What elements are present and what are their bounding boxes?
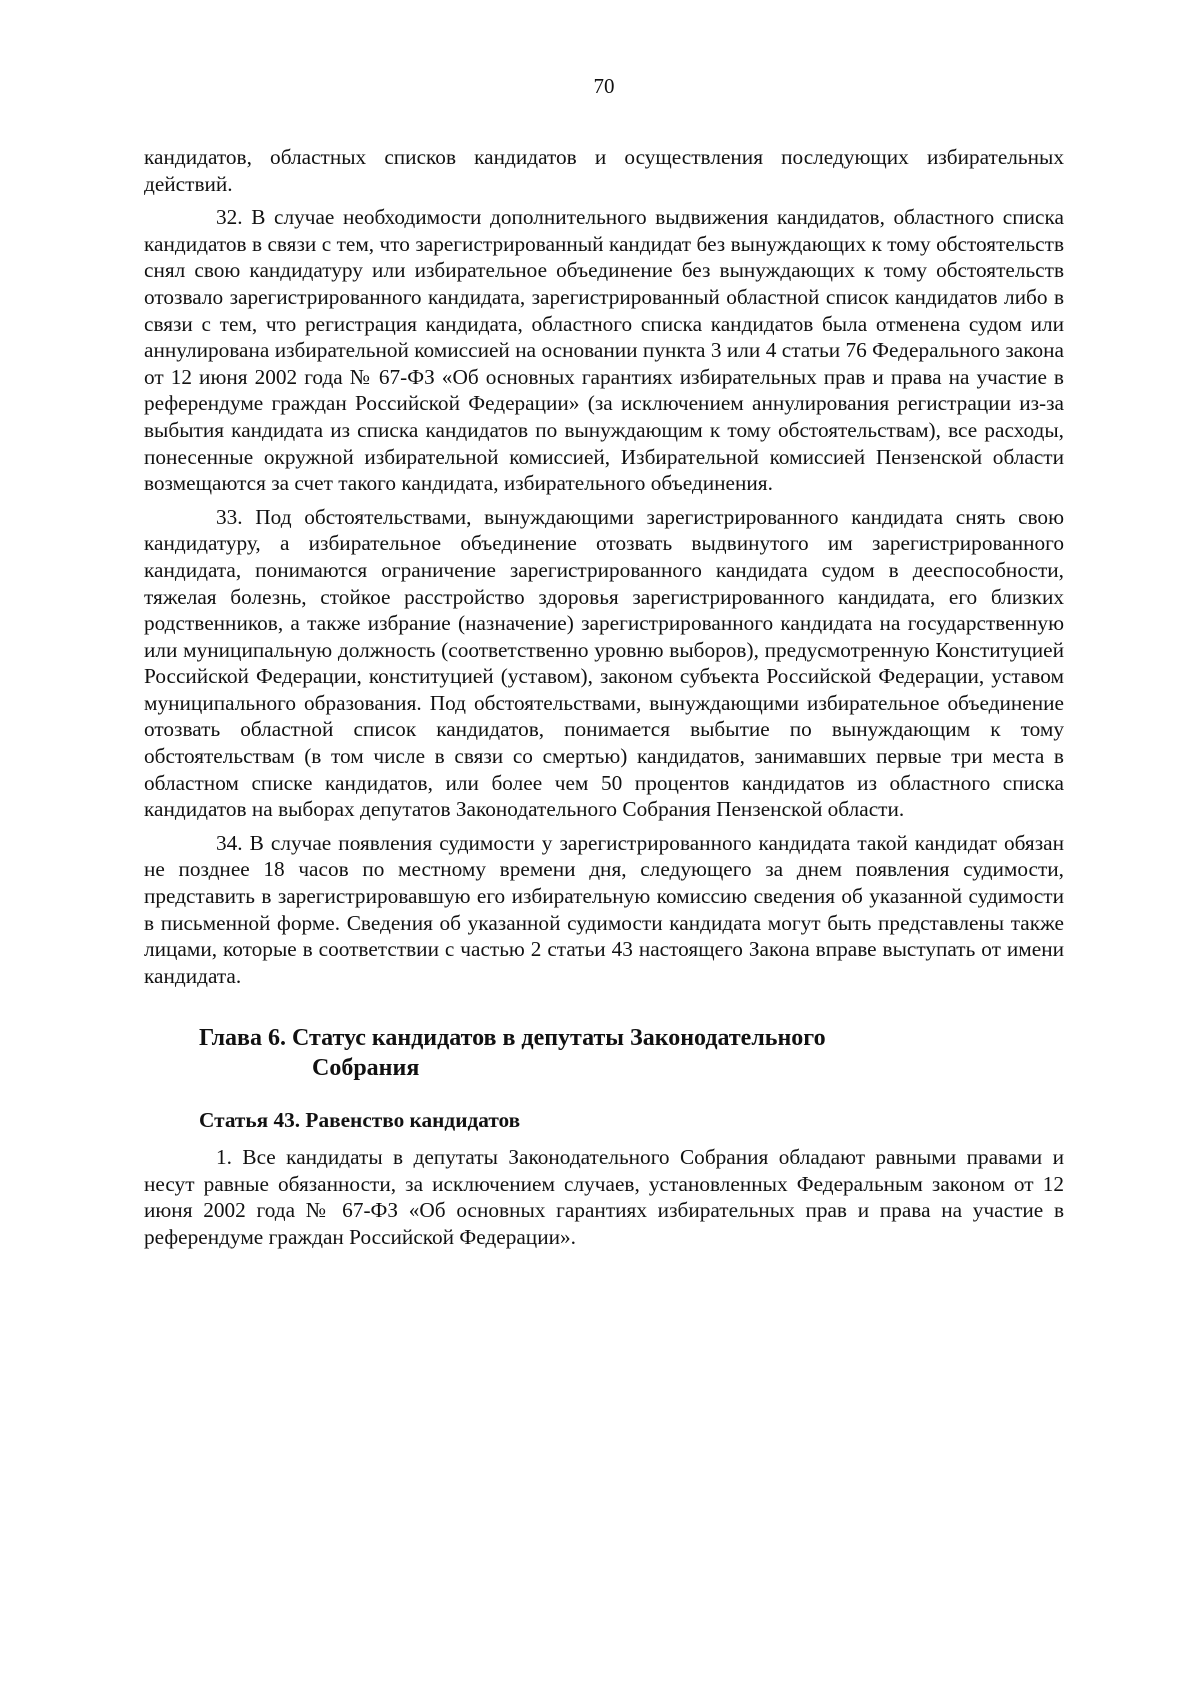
article-paragraph-1: 1. Все кандидаты в депутаты Законодательного Собрания обладают равными правами и несут равные обязанности, за исключением случаев, установленных Федеральным законом от 12 июня 2002 года № 67-ФЗ «Об основных гарантиях избирательных прав и права на участие в референдуме граждан Российской Федерации». (144, 1145, 1064, 1249)
paragraph-continuation: кандидатов, областных списков кандидатов и осуществления последующих избирательных действий. (144, 145, 1064, 196)
paragraph-item-32: 32. В случае необходимости дополнительного выдвижения кандидатов, областного списка кандидатов в связи с тем, что зарегистрированный кандидат без вынуждающих к тому обстоятельств снял свою кандидатуру или избирательное объединение без вынуждающих к тому обстоятельств отозвало зарегистрированного кандидата, зарегистрированный областной список кандидатов либо в связи с тем, что регистрация кандидата, областного списка кандидатов была отменена судом или аннулирована избирательной комиссией на основании пункта 3 или 4 статьи 76 Федерального закона от 12 июня 2002 года № 67-ФЗ «Об основных гарантиях избирательных прав и права на участие в референдуме граждан Российской Федерации» (за исключением аннулирования регистрации из-за выбытия кандидата из списка кандидатов по вынуждающим к тому обстоятельствам), все расходы, понесенные окружной избирательной комиссией, Избирательной комиссией Пензенской области возмещаются за счет такого кандидата, избирательного объединения. (144, 205, 1064, 496)
paragraph-item-34: 34. В случае появления судимости у зарегистрированного кандидата такой кандидат обязан не позднее 18 часов по местному времени дня, следующего за днем появления судимости, представить в зарегистрировавшую его избирательную комиссию сведения об указанной судимости в письменной форме. Сведения об указанной судимости кандидата могут быть представлены также лицами, которые в соответствии с частью 2 статьи 43 настоящего Закона вправе выступать от имени кандидата. (144, 830, 1064, 988)
article-heading: Статья 43. Равенство кандидатов (199, 1108, 521, 1133)
chapter-heading-line1: Глава 6. Статус кандидатов в депутаты Законодательного (199, 1025, 826, 1052)
document-body (144, 144, 1064, 1250)
paragraph-item-33: 33. Под обстоятельствами, вынуждающими зарегистрированного кандидата снять свою кандидатуру, а избирательное объединение отозвать выдвинутого им зарегистрированного кандидата, понимаются ограничение зарегистрированного кандидата судом в дееспособности, тяжелая болезнь, стойкое расстройство здоровья зарегистрированного кандидата, его близких родственников, а также избрание (назначение) зарегистрированного кандидата на государственную или муниципальную должность (соответственно уровню выборов), предусмотренную Конституцией Российской Федерации, конституцией (уставом), законом субъекта Российской Федерации, уставом муниципального образования. Под обстоятельствами, вынуждающими избирательное объединение отозвать областной список кандидатов, понимается выбытие по вынуждающим к тому обстоятельствам (в том числе в связи со смертью) кандидатов, занимавших первые три места в областном списке кандидатов, или более чем 50 процентов кандидатов из областного списка кандидатов на выборах депутатов Законодательного Собрания Пензенской области. (144, 504, 1064, 822)
page-number: 70 (593, 74, 615, 98)
chapter-heading-line2: Собрания (312, 1055, 420, 1082)
chapter-heading (199, 1023, 989, 1083)
